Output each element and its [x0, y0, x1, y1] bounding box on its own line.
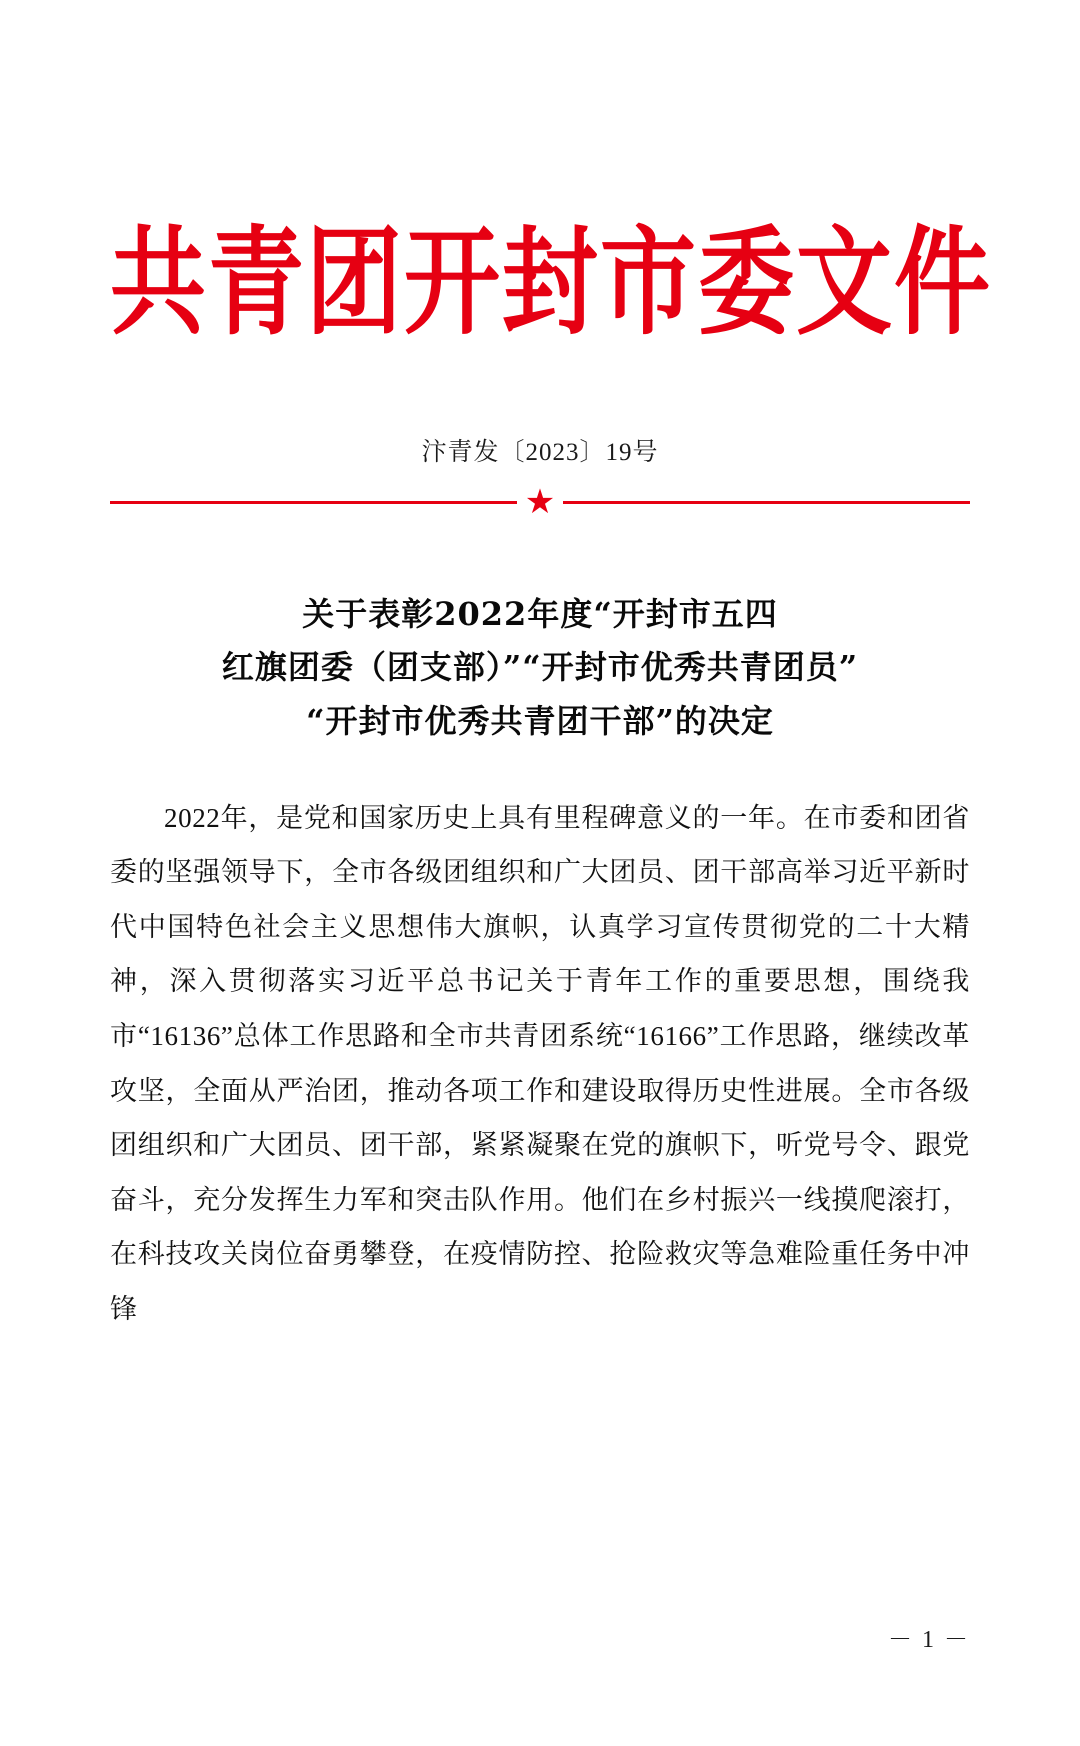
- document-title-line-3: “开封市优秀共青团干部”的决定: [306, 702, 774, 741]
- document-title: [110, 588, 970, 749]
- document-title-line-1: 关于表彰2022年度“开封市五四: [302, 594, 778, 633]
- red-rule-right: [563, 501, 970, 504]
- page-number: － 1 －: [888, 1627, 970, 1653]
- document-body: [110, 791, 970, 1336]
- document-title-line-2: 红旗团委（团支部）”“开封市优秀共青团员”: [221, 648, 859, 687]
- red-star-icon: ★: [524, 483, 556, 521]
- red-separator-rule: [110, 483, 970, 521]
- document-masthead: 共青团开封市委文件: [110, 213, 992, 351]
- document-page: [0, 213, 1080, 1746]
- red-rule-left: [110, 501, 517, 504]
- document-number: 汴青发〔2023〕19号: [421, 438, 659, 466]
- body-paragraph: 2022年，是党和国家历史上具有里程碑意义的一年。在市委和团省委的坚强领导下，全市各级团组织和广大团员、团干部高举习近平新时代中国特色社会主义思想伟大旗帜，认真学习宣传贯彻党的二十大精神，深入贯彻落实习近平总书记关于青年工作的重要思想，围绕我市“16136”总体工作思路和全市共青团系统“16166”工作思路，继续改革攻坚，全面从严治团，推动各项工作和建设取得历史性进展。全市各级团组织和广大团员、团干部，紧紧凝聚在党的旗帜下，听党号令、跟党奋斗，充分发挥生力军和突击队作用。他们在乡村振兴一线摸爬滚打，在科技攻关岗位奋勇攀登，在疫情防控、抢险救灾等急难险重任务中冲锋: [110, 802, 970, 1324]
